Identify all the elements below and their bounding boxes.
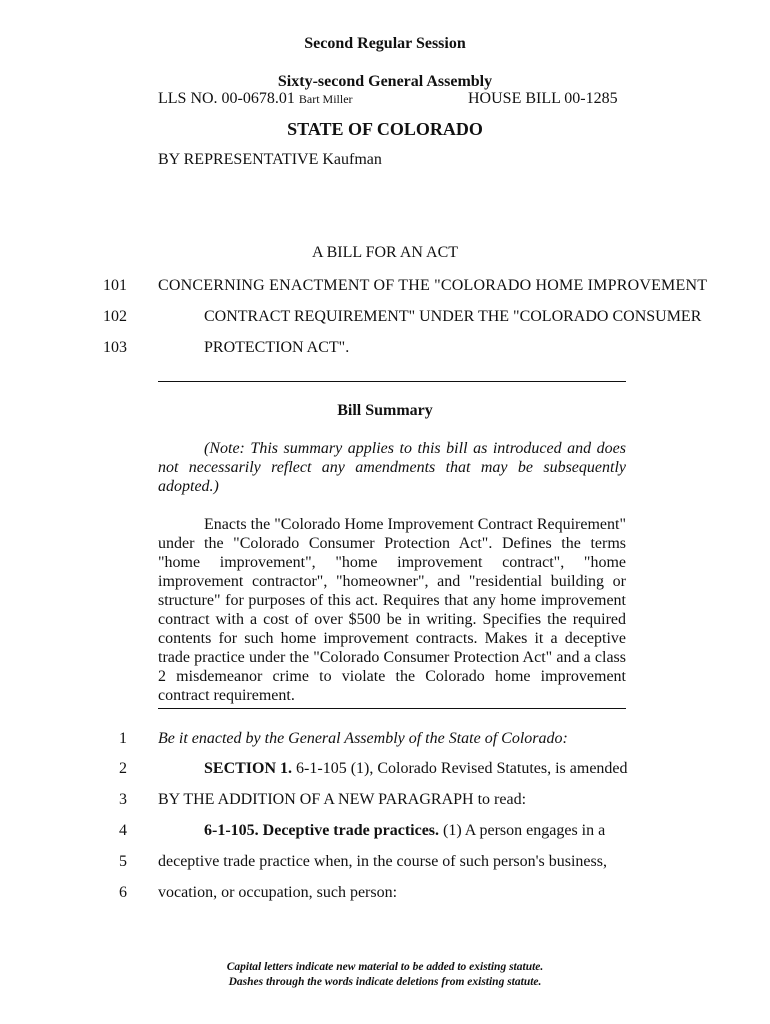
enacting-clause: Be it enacted by the General Assembly of the State of Colorado: [158, 730, 568, 747]
body-line-3: BY THE ADDITION OF A NEW PARAGRAPH to read: [158, 791, 527, 808]
summary-note [158, 439, 626, 496]
line-number: 101 [103, 277, 127, 294]
title-line-text: PROTECTION ACT". [204, 339, 350, 356]
drafter-name: Bart Miller [298, 92, 353, 106]
lls-number [158, 90, 353, 108]
statute-label: 6-1-105. Deceptive trade practices. [204, 822, 440, 839]
section-label: SECTION 1. [204, 760, 293, 777]
footer-note-1: Capital letters indicate new material to be added to existing statute. [226, 961, 544, 973]
summary-heading: Bill Summary [337, 402, 433, 419]
lls-number-text: LLS NO. 00-0678.01 [158, 90, 295, 107]
line-number: 102 [103, 308, 127, 325]
body-line-6: vocation, or occupation, such person: [158, 884, 398, 901]
bill-number: HOUSE BILL 00-1285 [468, 90, 618, 107]
line-number: 1 [119, 730, 127, 747]
statute-line [158, 822, 626, 840]
state-title: STATE OF COLORADO [287, 119, 483, 139]
title-line-text: CONCERNING ENACTMENT OF THE "COLORADO HOME IMPROVEMENT [158, 277, 708, 294]
statute-text: (1) A person engages in a [439, 822, 606, 839]
line-number: 3 [119, 791, 127, 808]
title-line-text: CONTRACT REQUIREMENT" UNDER THE "COLORADO CONSUMER [204, 308, 702, 325]
body-line-5: deceptive trade practice when, in the course of such person's business, [158, 853, 607, 870]
sponsor-line: BY REPRESENTATIVE Kaufman [158, 151, 382, 168]
title-line-103 [204, 339, 349, 357]
line-number: 2 [119, 760, 127, 777]
bill-act-heading: A BILL FOR AN ACT [311, 244, 459, 261]
section-text: 6-1-105 (1), Colorado Revised Statutes, is amended [292, 760, 628, 777]
line-number: 5 [119, 853, 127, 870]
divider-rule [158, 381, 626, 382]
title-line-102 [204, 308, 701, 326]
line-number: 103 [103, 339, 127, 356]
divider-rule [158, 708, 626, 709]
session-label: Second Regular Session [304, 35, 466, 52]
summary-body-text: Enacts the "Colorado Home Improvement Contract Requirement" under the "Colorado Consumer Protection Act". Defines the terms "home improvement", "home improvement contract", "home improvement contractor", "homeowner", and "residential building or structure" for purposes of this act. Requires that any home improvement contract with a cost of over $500 be in writing. Specifies the required contents for such home improvement contracts. Makes it a deceptive trade practice under the "Colorado Consumer Protection Act" and a class 2 misdemeanor crime to violate the Colorado home improvement contract requirement. [158, 516, 626, 704]
summary-note-text: (Note: This summary applies to this bill as introduced and does not necessarily reflect any amendments that may be subsequently adopted.) [158, 440, 626, 495]
summary-body [158, 515, 626, 705]
line-number: 6 [119, 884, 127, 901]
line-number: 4 [119, 822, 127, 839]
section-line [158, 760, 626, 778]
footer-note-2: Dashes through the words indicate deletions from existing statute. [228, 976, 542, 988]
assembly-label: Sixty-second General Assembly [277, 73, 493, 90]
title-line-101 [158, 277, 707, 295]
